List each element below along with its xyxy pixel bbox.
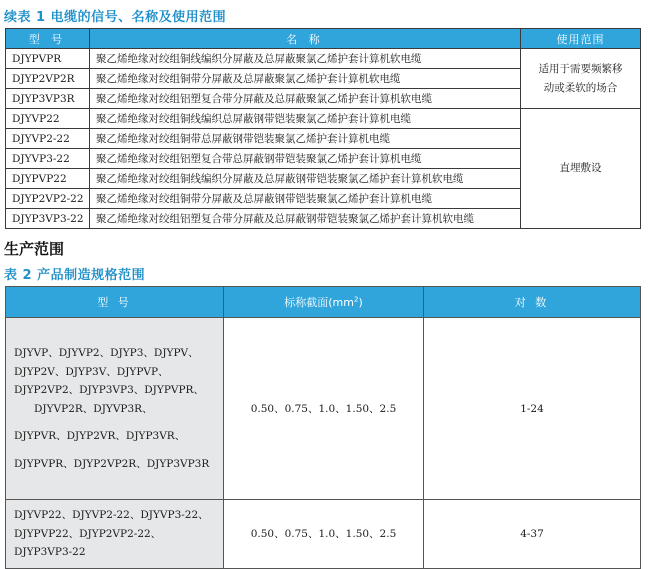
model-line: DJYP2V、DJYP3V、DJYPVP、 <box>14 365 169 378</box>
cell-name: 聚乙烯绝缘对绞组铜线编织分屏蔽及总屏蔽钢带铠装聚氯乙烯护套计算机软电缆 <box>90 169 521 189</box>
header-model: 型 号 <box>6 29 90 49</box>
cell-model: DJYPVP22 <box>6 169 90 189</box>
table1-caption: 续表 1 电缆的信号、名称及使用范围 <box>4 10 227 25</box>
cell-model: DJYVP2-22 <box>6 129 90 149</box>
cell-models <box>6 318 224 500</box>
cell-models <box>6 500 224 569</box>
table-row <box>6 318 641 500</box>
cell-name: 聚乙烯绝缘对绞组铝塑复合带总屏蔽钢带铠装聚氯乙烯护套计算机电缆 <box>90 149 521 169</box>
model-line: DJYVP2R、DJYVP3R、 <box>34 402 153 415</box>
cell-pairs: 1-24 <box>424 318 641 500</box>
cell-model: DJYVP22 <box>6 109 90 129</box>
cell-pairs: 4-37 <box>424 500 641 569</box>
cell-section: 0.50、0.75、1.0、1.50、2.5 <box>224 500 424 569</box>
cell-name: 聚乙烯绝缘对绞组铝塑复合带分屏蔽及总屏蔽聚氯乙烯护套计算机软电缆 <box>90 89 521 109</box>
table-row <box>6 49 641 69</box>
cell-model: DJYP2VP2R <box>6 69 90 89</box>
header-pairs: 对 数 <box>424 287 641 318</box>
cable-name-table <box>5 28 641 229</box>
usage-line: 直埋敷设 <box>559 162 602 174</box>
header-section-close: ) <box>358 296 363 309</box>
spacer <box>14 418 215 427</box>
model-line: DJYP2VP2、DJYP3VP3、DJYPVPR、 <box>14 384 204 396</box>
cell-model: DJYP2VP2-22 <box>6 189 90 209</box>
table1-header-row <box>6 29 641 49</box>
header-section-sup: 2 <box>353 295 359 304</box>
cell-model: DJYP3VP3-22 <box>6 209 90 229</box>
cell-model: DJYP3VP3R <box>6 89 90 109</box>
cell-name: 聚乙烯绝缘对绞组铝塑复合带分屏蔽及总屏蔽钢带铠装聚氯乙烯护套计算机软电缆 <box>90 209 521 229</box>
header-model: 型 号 <box>6 287 224 318</box>
table2-header-row <box>6 287 641 318</box>
cell-name: 聚乙烯绝缘对绞组铜线编织总屏蔽钢带铠装聚氯乙烯护套计算机电缆 <box>90 109 521 129</box>
table-row <box>6 109 641 129</box>
cell-section: 0.50、0.75、1.0、1.50、2.5 <box>224 318 424 500</box>
cell-name: 聚乙烯绝缘对绞组铜带分屏蔽及总屏蔽聚氯乙烯护套计算机软电缆 <box>90 69 521 89</box>
cell-usage-flexible <box>521 49 641 109</box>
table2-caption: 表 2 产品制造规格范围 <box>4 268 146 283</box>
section-title: 生产范围 <box>4 240 65 258</box>
model-line: DJYPVP22、DJYP2VP2-22、DJYP3VP3-22 <box>14 527 162 558</box>
cell-usage-buried <box>521 109 641 229</box>
table-row <box>6 500 641 569</box>
usage-line: 适用于需要频繁移 <box>538 62 623 75</box>
spacer <box>14 446 215 455</box>
cell-name: 聚乙烯绝缘对绞组铜线编织分屏蔽及总屏蔽聚氯乙烯护套计算机软电缆 <box>90 49 521 69</box>
cell-model: DJYPVPR <box>6 49 90 69</box>
cell-name: 聚乙烯绝缘对绞组铜带总屏蔽钢带铠装聚氯乙烯护套计算机电缆 <box>90 129 521 149</box>
header-usage: 使用范围 <box>521 29 641 49</box>
header-section <box>224 287 424 318</box>
spec-range-table <box>5 286 641 569</box>
usage-line: 动或柔软的场合 <box>543 81 618 94</box>
cell-name: 聚乙烯绝缘对绞组铜带分屏蔽及总屏蔽钢带铠装聚氯乙烯护套计算机电缆 <box>90 189 521 209</box>
model-line: DJYPVPR、DJYP2VP2R、DJYP3VP3R <box>14 457 210 470</box>
model-line: DJYVP22、DJYVP2-22、DJYVP3-22、 <box>14 509 209 521</box>
header-name: 名 称 <box>90 29 521 49</box>
model-line: DJYVP、DJYVP2、DJYP3、DJYPV、 <box>14 347 199 359</box>
cell-model: DJYVP3-22 <box>6 149 90 169</box>
header-section-text: 标称截面(mm <box>284 296 354 309</box>
model-line: DJYPVR、DJYP2VR、DJYP3VR、 <box>14 430 186 442</box>
